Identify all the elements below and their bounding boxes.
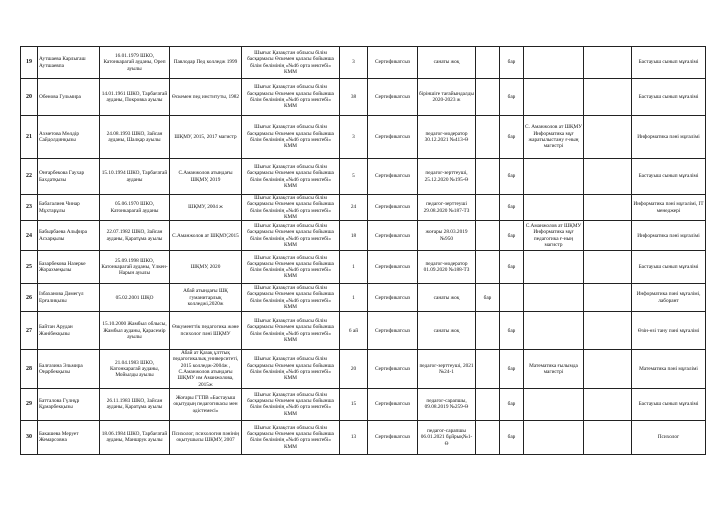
position-cell: Информатика пәні мұғалімі, IT менеджері xyxy=(632,195,706,221)
table-row xyxy=(21,388,706,420)
col-9-cell xyxy=(476,420,500,454)
qualification-cell: педагог-модератор 30.12.2021 №413-Ө xyxy=(418,116,476,159)
certificate-cell: Сертификатсыз xyxy=(368,221,418,251)
workplace-cell: Шығыс Қазақстан облысы білім басқармасы Өскемен қаласы бойынша білім бөлімінің «№46 орта мектебі» КММ xyxy=(242,195,340,221)
experience-cell: 13 xyxy=(340,420,368,454)
certificate-cell: Сертификатсыз xyxy=(368,312,418,350)
col-9-cell xyxy=(476,251,500,284)
position-cell: Психолог xyxy=(632,420,706,454)
extra-qualification-cell xyxy=(524,284,584,312)
row-number-cell: 19 xyxy=(21,47,38,79)
col-9-cell xyxy=(476,47,500,79)
full-name-cell: Обенова Гульмира xyxy=(38,79,100,116)
certificate-cell: Сертификатсыз xyxy=(368,284,418,312)
certificate-cell: Сертификатсыз xyxy=(368,47,418,79)
birth-info-cell: 26.11.1983 ШКО, Зайсан ауданы, Қаратұма ауылы xyxy=(100,388,170,420)
col-10-cell: бар xyxy=(500,79,524,116)
full-name-cell: Базарбекова Назерке Жорахмеқызы xyxy=(38,251,100,284)
experience-cell: 1 xyxy=(340,284,368,312)
education-cell: ШҚМУ, 2004 ж xyxy=(170,195,242,221)
qualification-cell: педагог-зерттеуші, 2021 №24-1 xyxy=(418,350,476,389)
position-cell: Бастауыш сынып мұғалімі xyxy=(632,47,706,79)
education-cell: Жоғары ГТПВ «Бастауыш оқытудың педагогикасы мен әдістемесі» xyxy=(170,388,242,420)
table-row xyxy=(21,79,706,116)
education-cell: ШҚМУ, 2015, 2017 магистр xyxy=(170,116,242,159)
birth-info-cell: 15.10.1994 ШКО, Тарбағатай ауданы xyxy=(100,159,170,195)
experience-cell: 1 xyxy=(340,251,368,284)
workplace-cell: Шығыс Қазақстан облысы білім басқармасы Өскемен қаласы бойынша білім бөлімінің «№46 орта мектебі» КММ xyxy=(242,116,340,159)
extra-qualification-cell: Математика ғылымда магистрі xyxy=(524,350,584,389)
workplace-cell: Шығыс Қазақстан облысы білім басқармасы Өскемен қаласы бойынша білім бөлімінің «№46 орта мектебі» КММ xyxy=(242,251,340,284)
col-10-cell: бар xyxy=(500,350,524,389)
table-row xyxy=(21,312,706,350)
qualification-cell: санаты жоқ xyxy=(418,47,476,79)
position-cell: Бастауыш сынып мұғалімі xyxy=(632,159,706,195)
table-row xyxy=(21,195,706,221)
qualification-cell: педагог-зерттеуші 29.08.2020 №187-ТЗ xyxy=(418,195,476,221)
col-12-cell xyxy=(584,221,632,251)
table-row xyxy=(21,47,706,79)
workplace-cell: Шығыс Қазақстан облысы білім басқармасы Өскемен қаласы бойынша білім бөлімінің «№46 орта мектебі» КММ xyxy=(242,420,340,454)
birth-info-cell: 14.01.1961 ШКО, Тарбағатай ауданы, Покровка ауылы xyxy=(100,79,170,116)
row-number-cell: 30 xyxy=(21,420,38,454)
birth-info-cell: 25.09.1998 ШКО, Катонкарагай ауданы, Үлкен-Нарын ауылы xyxy=(100,251,170,284)
col-9-cell: бар xyxy=(476,284,500,312)
experience-cell: 38 xyxy=(340,79,368,116)
col-10-cell: бар xyxy=(500,251,524,284)
col-9-cell xyxy=(476,312,500,350)
position-cell: Информатика пәні мұғалімі xyxy=(632,221,706,251)
workplace-cell: Шығыс Қазақстан облысы білім басқармасы Өскемен қаласы бойынша білім бөлімінің «№46 орта мектебі» КММ xyxy=(242,47,340,79)
workplace-cell: Шығыс Қазақстан облысы білім басқармасы Өскемен қаласы бойынша білім бөлімінің «№46 орта мектебі» КММ xyxy=(242,284,340,312)
workplace-cell: Шығыс Қазақстан облысы білім басқармасы Өскемен қаласы бойынша білім бөлімінің «№46 орта мектебі» КММ xyxy=(242,221,340,251)
full-name-cell: Батталова Гүлнұр Құмарбекқызы xyxy=(38,388,100,420)
birth-info-cell: 22.07.1982 ШКО, Зайсан ауданы, Қаратұма ауылы xyxy=(100,221,170,251)
col-10-cell: бар xyxy=(500,47,524,79)
col-10-cell: бар xyxy=(500,388,524,420)
qualification-cell: педагог-сарапшы 06.01.2021 бұйрық№1-Ө xyxy=(418,420,476,454)
qualification-cell: жоғары 28.03.2019 №950 xyxy=(418,221,476,251)
experience-cell: 3 xyxy=(340,116,368,159)
table-row xyxy=(21,420,706,454)
col-9-cell xyxy=(476,159,500,195)
workplace-cell: Шығыс Қазақстан облысы білім басқармасы Өскемен қаласы бойынша білім бөлімінің «№46 орта мектебі» КММ xyxy=(242,350,340,389)
col-12-cell xyxy=(584,284,632,312)
qualification-cell: санаты жоқ xyxy=(418,312,476,350)
col-10-cell: бар xyxy=(500,159,524,195)
row-number-cell: 24 xyxy=(21,221,38,251)
birth-info-cell: 05.06.1970 ШКО, Катонкарагай ауданы xyxy=(100,195,170,221)
full-name-cell: Ахметова Мөлдір Сайдолдинқызы xyxy=(38,116,100,159)
certificate-cell: Сертификатсыз xyxy=(368,388,418,420)
experience-cell: 3 xyxy=(340,47,368,79)
position-cell: Өзін-өзі тану пәні мұғалімі xyxy=(632,312,706,350)
position-cell: Бастауыш сынып мұғалімі xyxy=(632,79,706,116)
certificate-cell: Сертификатсыз xyxy=(368,420,418,454)
full-name-cell: Байтан Арудан Жәнібекқызы xyxy=(38,312,100,350)
position-cell: Математика пәні мұғалімі xyxy=(632,350,706,389)
col-9-cell xyxy=(476,195,500,221)
extra-qualification-cell xyxy=(524,388,584,420)
table-row xyxy=(21,350,706,389)
qualification-cell: санаты жоқ xyxy=(418,284,476,312)
row-number-cell: 25 xyxy=(21,251,38,284)
staff-register-table xyxy=(20,46,706,455)
birth-info-cell: 18.06.1984 ШКО, Тарбағатай ауданы, Маншрук ауылы xyxy=(100,420,170,454)
row-number-cell: 21 xyxy=(21,116,38,159)
col-12-cell xyxy=(584,79,632,116)
col-9-cell xyxy=(476,79,500,116)
education-cell: Абай атындағы ШҚ гуманитарлық колледжі,2020ж xyxy=(170,284,242,312)
extra-qualification-cell xyxy=(524,47,584,79)
col-12-cell xyxy=(584,312,632,350)
row-number-cell: 29 xyxy=(21,388,38,420)
certificate-cell: Сертификатсыз xyxy=(368,350,418,389)
table-body xyxy=(21,47,706,455)
certificate-cell: Сертификатсыз xyxy=(368,195,418,221)
education-cell: Өзкументтік педагогика және психолог пәні ШҚМУ xyxy=(170,312,242,350)
extra-qualification-cell xyxy=(524,312,584,350)
col-12-cell xyxy=(584,388,632,420)
qualification-cell: біріншіге тағайындалды 2020-2023 ж xyxy=(418,79,476,116)
row-number-cell: 23 xyxy=(21,195,38,221)
full-name-cell: Аутшаева Карлыгаш Аутшаевпа xyxy=(38,47,100,79)
extra-qualification-cell xyxy=(524,159,584,195)
education-cell: С.Аманжолов ат ШҚМУ,2015 xyxy=(170,221,242,251)
full-name-cell: Бабагалиев Чинар Мұхтарұлы xyxy=(38,195,100,221)
extra-qualification-cell xyxy=(524,195,584,221)
experience-cell: 24 xyxy=(340,195,368,221)
col-9-cell xyxy=(476,388,500,420)
row-number-cell: 22 xyxy=(21,159,38,195)
extra-qualification-cell: С. Аманжолов ат ШҚМУ Информатика мұғ жаратылыстану ғ-ның магистрі xyxy=(524,116,584,159)
extra-qualification-cell xyxy=(524,79,584,116)
col-12-cell xyxy=(584,159,632,195)
col-9-cell xyxy=(476,221,500,251)
workplace-cell: Шығыс Қазақстан облысы білім басқармасы Өскемен қаласы бойынша білім бөлімінің «№46 орта мектебі» КММ xyxy=(242,312,340,350)
col-12-cell xyxy=(584,350,632,389)
birth-info-cell: 21.04.1983 ШКО, Катонкарагай ауданы, Мойылды ауылы xyxy=(100,350,170,389)
table-row xyxy=(21,159,706,195)
certificate-cell: Сертификатсыз xyxy=(368,79,418,116)
experience-cell: 18 xyxy=(340,221,368,251)
certificate-cell: Сертификатсыз xyxy=(368,116,418,159)
col-10-cell: бар xyxy=(500,312,524,350)
birth-info-cell: 05.02.2001 ШҚО xyxy=(100,284,170,312)
extra-qualification-cell: С.Аманжолов ат ШҚМУ Информатика мұғ педагогика ғ-ның магистр xyxy=(524,221,584,251)
full-name-cell: Ізбаханова Дәмегүл Ерғалиқызы xyxy=(38,284,100,312)
education-cell: Абай ат Қазақ ұлттық педагогикалық университеті, 2015 колледж-2004ж , С.Аманжолов атындағы ШҚМУ им Аманжолова, 2015ж xyxy=(170,350,242,389)
education-cell: Өскемен пед институты, 1982 xyxy=(170,79,242,116)
table-row xyxy=(21,251,706,284)
row-number-cell: 28 xyxy=(21,350,38,389)
workplace-cell: Шығыс Қазақстан облысы білім басқармасы Өскемен қаласы бойынша білім бөлімінің «№46 орта мектебі» КММ xyxy=(242,159,340,195)
col-12-cell xyxy=(584,420,632,454)
certificate-cell: Сертификатсыз xyxy=(368,159,418,195)
full-name-cell: Балғазина Эльмира Оңарбекқызы xyxy=(38,350,100,389)
col-12-cell xyxy=(584,116,632,159)
col-10-cell: бар xyxy=(500,195,524,221)
qualification-cell: педагог-зерттеуші, 25.12.2020 №195-Ө xyxy=(418,159,476,195)
experience-cell: 15 xyxy=(340,388,368,420)
position-cell: Информатика пәні мұғалімі, лаборант xyxy=(632,284,706,312)
row-number-cell: 27 xyxy=(21,312,38,350)
full-name-cell: Бабырбаева Альфира Асхарқызы xyxy=(38,221,100,251)
education-cell: Психолог, психология пәнінің оқытушысы ШҚМУ, 2007 xyxy=(170,420,242,454)
birth-info-cell: 16.01.1979 ШКО, Катонкарагай ауданы, Ореп ауылы xyxy=(100,47,170,79)
position-cell: Информатика пәні мұғалімі xyxy=(632,116,706,159)
col-10-cell xyxy=(500,284,524,312)
position-cell: Бастауыш сынып мұғалімі xyxy=(632,251,706,284)
table-row xyxy=(21,284,706,312)
experience-cell: 20 xyxy=(340,350,368,389)
experience-cell: 5 xyxy=(340,159,368,195)
col-12-cell xyxy=(584,251,632,284)
birth-info-cell: 15.10.2000 Жамбыл облысы, Жамбыл ауданы, Қарасемір ауылы xyxy=(100,312,170,350)
education-cell: ШҚМУ, 2020 xyxy=(170,251,242,284)
col-10-cell: бар xyxy=(500,221,524,251)
col-12-cell xyxy=(584,47,632,79)
full-name-cell: Онғарбекова Гаухар Бахдатқызы xyxy=(38,159,100,195)
education-cell: С.Аманжолов атындағы ШҚМУ, 2019 xyxy=(170,159,242,195)
workplace-cell: Шығыс Қазақстан облысы білім басқармасы Өскемен қаласы бойынша білім бөлімінің «№46 орта мектебі» КММ xyxy=(242,79,340,116)
col-10-cell: бар xyxy=(500,420,524,454)
birth-info-cell: 24.08.1993 ШКО, Зайсан ауданы, Шалқар ауылы xyxy=(100,116,170,159)
table-row xyxy=(21,221,706,251)
position-cell: Бастауыш сынып мұғалімі xyxy=(632,388,706,420)
workplace-cell: Шығыс Қазақстан облысы білім басқармасы Өскемен қаласы бойынша білім бөлімінің «№46 орта мектебі» КММ xyxy=(242,388,340,420)
col-9-cell xyxy=(476,350,500,389)
qualification-cell: педагог-модератор 01.09.2020 №188-ТЗ xyxy=(418,251,476,284)
extra-qualification-cell xyxy=(524,251,584,284)
row-number-cell: 26 xyxy=(21,284,38,312)
extra-qualification-cell xyxy=(524,420,584,454)
col-9-cell xyxy=(476,116,500,159)
education-cell: Павлодар Пед колледж 1999 xyxy=(170,47,242,79)
qualification-cell: педагог-сарапшы, 09.08.2019 №259-Ө xyxy=(418,388,476,420)
table-row xyxy=(21,116,706,159)
certificate-cell: Сертификатсыз xyxy=(368,251,418,284)
col-10-cell: бар xyxy=(500,116,524,159)
row-number-cell: 20 xyxy=(21,79,38,116)
experience-cell: 6 ай xyxy=(340,312,368,350)
col-12-cell xyxy=(584,195,632,221)
full-name-cell: Бакашева Мерует Жемарсовна xyxy=(38,420,100,454)
